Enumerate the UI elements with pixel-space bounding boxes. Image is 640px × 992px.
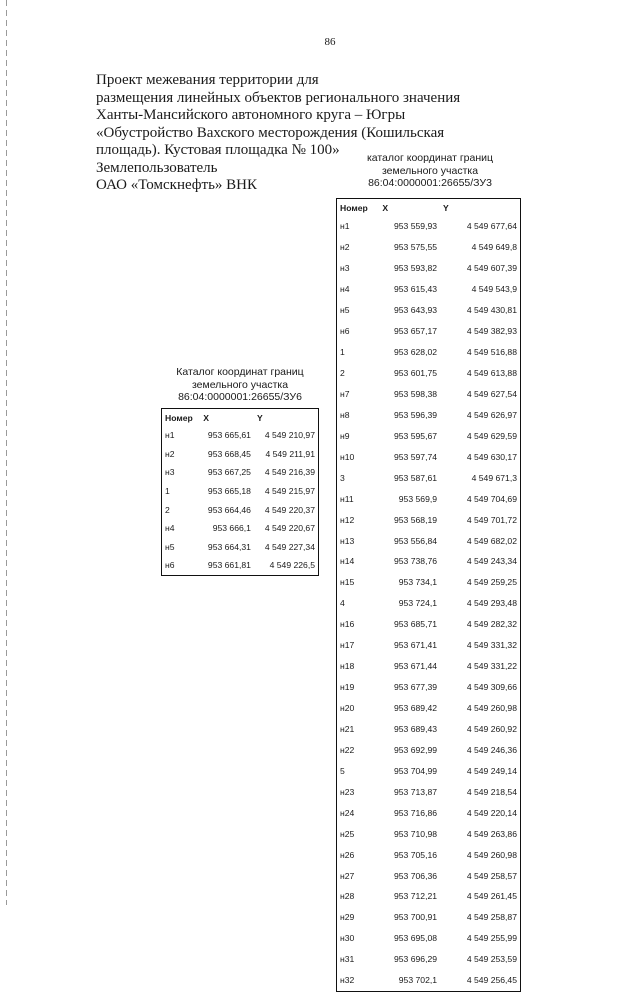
page-edge-line <box>6 0 7 905</box>
table-row <box>337 677 521 698</box>
table-row <box>337 342 521 363</box>
point-number-cell: 4 <box>340 598 345 609</box>
y-coordinate-cell: 4 549 701,72 <box>466 514 517 525</box>
y-coordinate-cell: 4 549 243,34 <box>466 556 517 567</box>
y-coordinate-cell: 4 549 382,93 <box>466 326 517 337</box>
y-coordinate-cell: 4 549 249,14 <box>466 765 517 776</box>
table-row <box>337 739 521 760</box>
table-row <box>337 446 521 467</box>
point-number-cell: н25 <box>340 828 355 839</box>
table-row <box>337 404 521 425</box>
caption-line: 86:04:0000001:26655/ЗУ3 <box>368 177 492 189</box>
table-row <box>337 321 521 342</box>
point-number-cell: н6 <box>340 326 350 337</box>
x-coordinate-cell: 953 657,17 <box>394 326 438 337</box>
y-coordinate-cell: 4 549 543,9 <box>471 284 517 295</box>
y-coordinate-cell: 4 549 613,88 <box>466 368 517 379</box>
x-coordinate-cell: 953 712,21 <box>394 891 438 902</box>
page-number: 86 <box>324 36 336 48</box>
table-row <box>162 463 319 482</box>
y-coordinate-cell: 4 549 682,02 <box>466 535 517 546</box>
table-row <box>337 760 521 781</box>
x-coordinate-cell: 953 575,55 <box>394 242 438 253</box>
point-number-cell: н31 <box>340 954 355 965</box>
y-coordinate-cell: 4 549 255,99 <box>466 933 517 944</box>
x-coordinate-cell: 953 738,76 <box>394 556 438 567</box>
point-number-cell: н14 <box>340 556 355 567</box>
y-coordinate-cell: 4 549 263,86 <box>466 828 517 839</box>
x-coordinate-cell: 953 601,75 <box>394 368 438 379</box>
heading-line: ОАО «Томскнефть» ВНК <box>96 177 258 193</box>
x-coordinate-cell: 953 671,41 <box>394 640 438 651</box>
x-coordinate-cell: 953 596,39 <box>394 409 438 420</box>
x-coordinate-cell: 953 568,19 <box>394 514 438 525</box>
y-coordinate-cell: 4 549 671,3 <box>471 472 517 483</box>
y-coordinate-cell: 4 549 210,97 <box>264 430 315 441</box>
point-number-cell: 2 <box>165 504 170 515</box>
x-coordinate-cell: 953 689,42 <box>394 703 438 714</box>
x-coordinate-cell: 953 704,99 <box>394 765 438 776</box>
point-number-cell: 1 <box>340 347 345 358</box>
table-row <box>337 300 521 321</box>
y-coordinate-cell: 4 549 258,57 <box>466 870 517 881</box>
y-coordinate-cell: 4 549 626,97 <box>466 409 517 420</box>
x-coordinate-cell: 953 671,44 <box>394 661 438 672</box>
heading-line: Ханты-Мансийского автономного круга – Югры <box>96 107 406 123</box>
y-coordinate-cell: 4 549 211,91 <box>265 448 315 459</box>
x-coordinate-cell: 953 685,71 <box>394 619 438 630</box>
x-coordinate-cell: 953 664,46 <box>207 504 251 515</box>
table-row <box>337 425 521 446</box>
point-number-cell: н10 <box>340 451 355 462</box>
column-header-y: Y <box>256 412 263 423</box>
catalog-3u3-table <box>336 198 521 992</box>
x-coordinate-cell: 953 695,08 <box>394 933 438 944</box>
x-coordinate-cell: 953 700,91 <box>394 912 438 923</box>
point-number-cell: н4 <box>165 523 175 534</box>
caption-line: земельного участка <box>381 164 479 177</box>
table-row <box>337 928 521 949</box>
x-coordinate-cell: 953 705,16 <box>394 849 438 860</box>
point-number-cell: н21 <box>340 723 355 734</box>
table-row <box>337 949 521 970</box>
catalog-3u6-caption <box>150 366 330 404</box>
x-coordinate-cell: 953 664,31 <box>207 541 251 552</box>
table-row <box>337 844 521 865</box>
x-coordinate-cell: 953 628,02 <box>394 347 438 358</box>
caption-line: земельного участка <box>191 378 289 391</box>
point-number-cell: н17 <box>340 640 355 651</box>
point-number-cell: н8 <box>340 409 350 420</box>
table-row <box>162 445 319 464</box>
table-row <box>337 635 521 656</box>
y-coordinate-cell: 4 549 261,45 <box>466 891 517 902</box>
x-coordinate-cell: 953 665,18 <box>207 486 251 497</box>
table-row <box>162 556 319 575</box>
y-coordinate-cell: 4 549 430,81 <box>466 305 517 316</box>
y-coordinate-cell: 4 549 259,25 <box>466 577 517 588</box>
point-number-cell: н27 <box>340 870 355 881</box>
y-coordinate-cell: 4 549 309,66 <box>466 682 517 693</box>
x-coordinate-cell: 953 716,86 <box>394 807 438 818</box>
table-row <box>337 719 521 740</box>
table-header-row <box>337 199 521 217</box>
x-coordinate-cell: 953 666,1 <box>212 523 251 534</box>
heading-line: Проект межевания территории для <box>96 72 319 88</box>
table-row <box>337 237 521 258</box>
x-coordinate-cell: 953 724,1 <box>398 598 438 609</box>
point-number-cell: н1 <box>340 221 350 232</box>
catalog-3u3-caption <box>330 152 530 190</box>
y-coordinate-cell: 4 549 220,14 <box>466 807 517 818</box>
y-coordinate-cell: 4 549 331,22 <box>466 661 517 672</box>
column-header-number: Номер <box>165 412 193 423</box>
catalog-3u6-table <box>161 408 319 576</box>
point-number-cell: н26 <box>340 849 355 860</box>
point-number-cell: 3 <box>340 472 345 483</box>
x-coordinate-cell: 953 595,67 <box>394 430 438 441</box>
x-coordinate-cell: 953 597,74 <box>394 451 438 462</box>
y-coordinate-cell: 4 549 649,8 <box>471 242 517 253</box>
heading-line: Землепользователь <box>96 159 218 176</box>
point-number-cell: н23 <box>340 786 355 797</box>
y-coordinate-cell: 4 549 516,88 <box>466 347 517 358</box>
y-coordinate-cell: 4 549 246,36 <box>466 744 517 755</box>
caption-line: 86:04:0000001:26655/ЗУ6 <box>178 391 302 403</box>
point-number-cell: н15 <box>340 577 355 588</box>
y-coordinate-cell: 4 549 677,64 <box>466 221 517 232</box>
x-coordinate-cell: 953 665,61 <box>207 430 251 441</box>
x-coordinate-cell: 953 710,98 <box>394 828 438 839</box>
table-row <box>337 593 521 614</box>
table-row <box>337 865 521 886</box>
y-coordinate-cell: 4 549 215,97 <box>264 486 315 497</box>
table-row <box>337 614 521 635</box>
heading-line: площадь). Кустовая площадка № 100» <box>96 142 340 158</box>
point-number-cell: н29 <box>340 912 355 923</box>
table-row <box>337 823 521 844</box>
y-coordinate-cell: 4 549 216,39 <box>264 467 315 478</box>
x-coordinate-cell: 953 615,43 <box>394 284 438 295</box>
caption-line: Каталог координат границ <box>176 366 304 378</box>
x-coordinate-cell: 953 643,93 <box>394 305 438 316</box>
table-row <box>162 500 319 519</box>
y-coordinate-cell: 4 549 627,54 <box>466 388 517 399</box>
point-number-cell: 2 <box>340 368 345 379</box>
point-number-cell: н2 <box>340 242 350 253</box>
table-row <box>337 907 521 928</box>
y-coordinate-cell: 4 549 218,54 <box>466 786 517 797</box>
table-row <box>337 551 521 572</box>
x-coordinate-cell: 953 713,87 <box>394 786 438 797</box>
table-row <box>337 698 521 719</box>
x-coordinate-cell: 953 587,61 <box>394 472 438 483</box>
point-number-cell: н20 <box>340 703 355 714</box>
table-row <box>337 530 521 551</box>
point-number-cell: н30 <box>340 933 355 944</box>
x-coordinate-cell: 953 556,84 <box>394 535 438 546</box>
point-number-cell: н5 <box>165 541 175 552</box>
point-number-cell: н3 <box>165 467 175 478</box>
table-row <box>337 258 521 279</box>
y-coordinate-cell: 4 549 220,37 <box>264 504 315 515</box>
table-row <box>337 572 521 593</box>
point-number-cell: н9 <box>340 430 350 441</box>
x-coordinate-cell: 953 689,43 <box>394 723 438 734</box>
x-coordinate-cell: 953 661,81 <box>207 560 251 571</box>
table-row <box>337 216 521 237</box>
table-row <box>162 482 319 501</box>
point-number-cell: н4 <box>340 284 350 295</box>
y-coordinate-cell: 4 549 293,48 <box>466 598 517 609</box>
y-coordinate-cell: 4 549 704,69 <box>466 493 517 504</box>
y-coordinate-cell: 4 549 260,98 <box>466 703 517 714</box>
x-coordinate-cell: 953 569,9 <box>398 493 438 504</box>
point-number-cell: н1 <box>165 430 175 441</box>
table-header-row <box>162 409 319 427</box>
table-row <box>337 384 521 405</box>
point-number-cell: н7 <box>340 388 350 399</box>
table-row <box>162 426 319 445</box>
table-row <box>162 519 319 538</box>
point-number-cell: н3 <box>340 263 350 274</box>
x-coordinate-cell: 953 593,82 <box>394 263 438 274</box>
table-row <box>337 970 521 991</box>
column-header-x: X <box>382 202 389 213</box>
y-coordinate-cell: 4 549 260,98 <box>466 849 517 860</box>
x-coordinate-cell: 953 667,25 <box>207 467 251 478</box>
point-number-cell: н24 <box>340 807 355 818</box>
column-header-x: X <box>203 412 210 423</box>
heading-line: «Обустройство Вахского месторождения (Кошильская <box>96 124 445 141</box>
x-coordinate-cell: 953 677,39 <box>394 682 438 693</box>
table-row <box>337 488 521 509</box>
y-coordinate-cell: 4 549 226,5 <box>269 560 315 571</box>
y-coordinate-cell: 4 549 260,92 <box>466 723 517 734</box>
point-number-cell: н11 <box>340 493 354 504</box>
point-number-cell: н5 <box>340 305 350 316</box>
table-row <box>337 656 521 677</box>
point-number-cell: н16 <box>340 619 355 630</box>
point-number-cell: н2 <box>165 448 175 459</box>
point-number-cell: н32 <box>340 975 355 986</box>
column-header-y: Y <box>443 202 449 213</box>
y-coordinate-cell: 4 549 220,67 <box>264 523 315 534</box>
table-row <box>337 781 521 802</box>
point-number-cell: н28 <box>340 891 355 902</box>
y-coordinate-cell: 4 549 630,17 <box>466 451 517 462</box>
x-coordinate-cell: 953 598,38 <box>394 388 438 399</box>
x-coordinate-cell: 953 702,1 <box>398 975 438 986</box>
column-header-number: Номер <box>340 202 368 213</box>
table-row <box>337 886 521 907</box>
table-row <box>162 538 319 557</box>
y-coordinate-cell: 4 549 607,39 <box>466 263 517 274</box>
x-coordinate-cell: 953 559,93 <box>394 221 438 232</box>
point-number-cell: н18 <box>340 661 355 672</box>
table-row <box>337 363 521 384</box>
x-coordinate-cell: 953 706,36 <box>394 870 438 881</box>
x-coordinate-cell: 953 696,29 <box>394 954 438 965</box>
table-row <box>337 467 521 488</box>
y-coordinate-cell: 4 549 331,32 <box>466 640 517 651</box>
point-number-cell: н12 <box>340 514 355 525</box>
y-coordinate-cell: 4 549 258,87 <box>466 912 517 923</box>
x-coordinate-cell: 953 734,1 <box>398 577 438 588</box>
y-coordinate-cell: 4 549 256,45 <box>466 975 517 986</box>
point-number-cell: н6 <box>165 560 175 571</box>
y-coordinate-cell: 4 549 629,59 <box>466 430 517 441</box>
point-number-cell: 5 <box>340 765 345 776</box>
point-number-cell: 1 <box>165 486 170 497</box>
point-number-cell: н13 <box>340 535 355 546</box>
point-number-cell: н22 <box>340 744 355 755</box>
y-coordinate-cell: 4 549 282,32 <box>466 619 517 630</box>
table-row <box>337 279 521 300</box>
table-row <box>337 802 521 823</box>
x-coordinate-cell: 953 668,45 <box>207 448 251 459</box>
caption-line: каталог координат границ <box>366 152 494 164</box>
y-coordinate-cell: 4 549 253,59 <box>466 954 517 965</box>
x-coordinate-cell: 953 692,99 <box>394 744 438 755</box>
table-row <box>337 509 521 530</box>
point-number-cell: н19 <box>340 682 355 693</box>
heading-line: размещения линейных объектов регионального значения <box>96 89 461 106</box>
y-coordinate-cell: 4 549 227,34 <box>264 541 315 552</box>
